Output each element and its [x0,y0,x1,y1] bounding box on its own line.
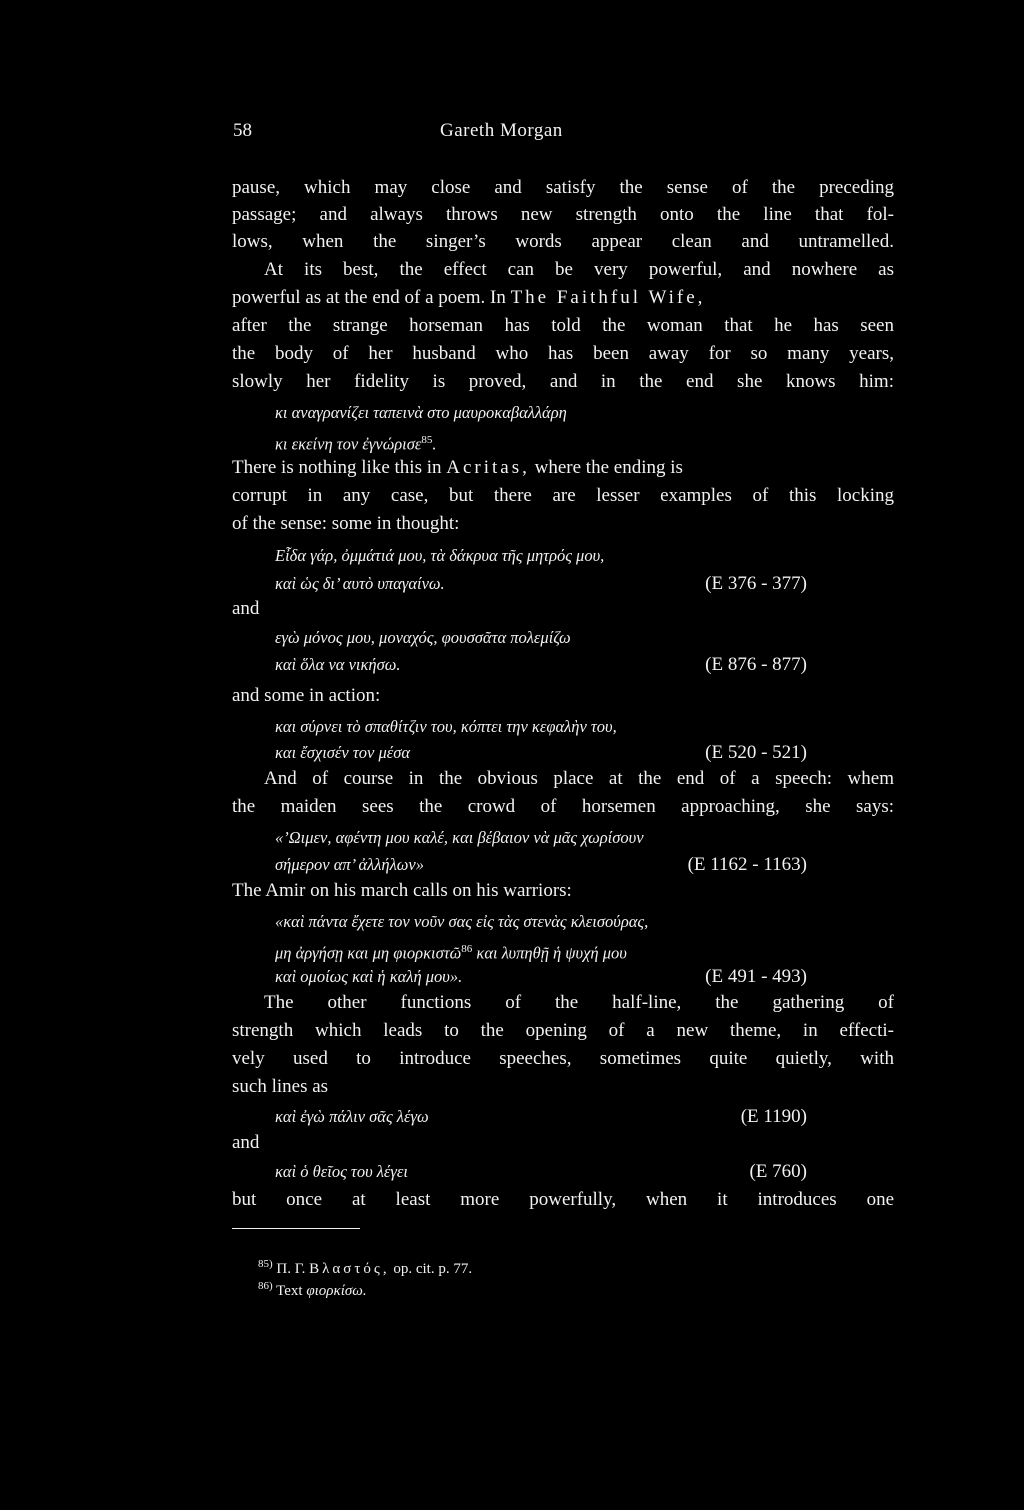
greek-text: καὶ ὡς δι’ αυτὸ υπαγαίνω. [275,574,445,593]
line-reference: (E 491 - 493) [705,966,807,987]
body-line [232,286,894,310]
footnote-ref: 86 [461,943,473,955]
greek-text: κι εκείνη τον ἐγνώρισε [275,434,422,454]
footnote-text: Π. Γ. [272,1261,310,1277]
work-title: Acritas, [446,457,530,478]
body-line: strength which leads to the opening of a new theme, in effecti- [232,1020,894,1041]
footnote-text: Text [272,1283,307,1299]
body-line: slowly her fidelity is proved, and in the end she knows him: [232,371,894,392]
footnote-number: 86) [258,1280,273,1292]
body-line: corrupt in any case, but there are lesser examples of this locking [232,485,894,506]
line-reference: (E 1190) [740,1106,807,1127]
footnote-number: 85) [258,1258,273,1270]
greek-text: καὶ ομοίως καὶ ἡ καλή μου». [275,967,463,986]
body-line: pause, which may close and satisfy the sense of the preceding [232,177,894,198]
greek-text: σήμερον απ’ ἀλλήλων» [275,855,424,874]
body-line: after the strange horseman has told the woman that he has seen [232,315,894,336]
footnote-divider [232,1228,360,1229]
greek-quote-line: «’Ωιμεν, αφέντη μου καλέ, και βέβαιον νὰ μᾶς χωρίσουν [275,828,644,847]
body-line: and some in action: [232,685,381,706]
line-reference: (E 520 - 521) [705,742,807,763]
line-reference: (E 760) [749,1161,807,1182]
body-line: And of course in the obvious place at the end of a speech: whem [264,768,894,789]
greek-text: και ἔσχισέν τον μέσα [275,743,411,762]
body-line: but once at least more powerfully, when it introduces one [232,1189,894,1210]
body-line: such lines as [232,1076,329,1097]
body-line: the maiden sees the crowd of horsemen approaching, she says: [232,796,894,817]
body-line: and [232,1132,260,1153]
greek-quote-line [275,741,937,765]
body-line: and [232,598,260,619]
greek-text: μη ἀργήσῃ και μη φιορκιστῶ [275,943,462,963]
greek-text: καὶ ὁ θεῖος του λέγει [275,1162,409,1181]
greek-quote-line: «καὶ πάντα ἔχετε τον νοῦν σας εἰς τὰς στενὰς κλεισούρας, [275,912,649,931]
greek-quote-line [275,937,937,966]
footnote-text: op. cit. p. 77. [389,1261,473,1277]
greek-quote-line [275,853,937,877]
body-text: powerful as at the end of a poem. In [232,287,511,308]
body-line [232,456,894,480]
line-reference: (E 376 - 377) [705,573,807,594]
body-line: The other functions of the half-line, the gathering of [264,992,894,1013]
footnote-greek: φιορκίσω. [306,1283,367,1299]
footnote-author: Βλαστός, [309,1261,390,1277]
footnote [258,1276,367,1301]
page-number: 58 [233,120,252,141]
greek-quote-line: Εἶδα γάρ, ὀμμάτιά μου, τὰ δάκρυα τῆς μητρός μου, [275,546,605,565]
greek-quote-line [275,1160,937,1184]
body-text: There is nothing like this in [232,457,447,478]
footnote-ref: 85 [421,434,433,446]
body-line: At its best, the effect can be very powerful, and nowhere as [264,259,894,280]
body-line: the body of her husband who has been away for so many years, [232,343,894,364]
body-line: passage; and always throws new strength onto the line that fol- [232,204,894,225]
greek-quote-line [275,572,937,596]
greek-quote-line [275,653,937,677]
greek-quote-line [275,1105,937,1129]
body-line: lows, when the singer’s words appear clean and untramelled. [232,231,894,252]
greek-text: και λυπηθῇ ἡ ψυχή μου [472,943,627,963]
greek-quote-line [275,965,937,989]
greek-text: καὶ ὅλα να νικήσω. [275,655,401,674]
greek-quote-line: εγὼ μόνος μου, μοναχός, φουσσᾶτα πολεμίζω [275,628,571,647]
greek-quote-line: κι αναγρανίζει ταπεινὰ στο μαυροκαβαλλάρη [275,403,567,422]
greek-quote-line: και σύρνει τὸ σπαθίτζιν του, κόπτει την κεφαλὴν του, [275,717,617,736]
body-line: The Amir on his march calls on his warriors: [232,880,572,901]
line-reference: (E 1162 - 1163) [687,854,807,875]
running-head: Gareth Morgan [440,120,563,141]
greek-text: καὶ ἐγὼ πάλιν σᾶς λέγω [275,1107,429,1126]
poem-title: The Faithful Wife, [510,287,706,308]
greek-quote-line [275,428,937,457]
body-line: vely used to introduce speeches, sometimes quite quietly, with [232,1048,894,1069]
body-text: where the ending is [529,457,683,478]
body-line: of the sense: some in thought: [232,513,460,534]
greek-text: . [432,434,437,454]
line-reference: (E 876 - 877) [705,654,807,675]
